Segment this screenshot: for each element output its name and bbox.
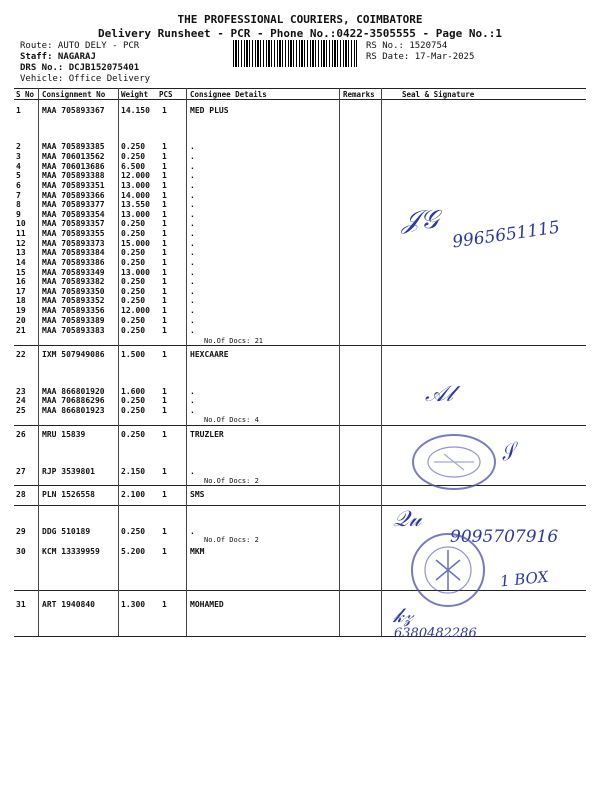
cell-pcs: 1 [162,258,167,267]
cell-consignee: . [190,467,195,476]
docs-count: No.Of Docs: 21 [204,337,264,345]
cell-pcs: 1 [162,191,167,200]
cell-consignee: . [190,210,195,219]
docs-count: No.Of Docs: 2 [204,536,259,544]
cell-sno: 14 [16,258,26,267]
docs-count: No.Of Docs: 4 [204,416,259,424]
cell-pcs: 1 [162,142,167,151]
cell-consignee: . [190,306,195,315]
cell-wt: 0.250 [121,326,146,335]
cell-cno: MAA 705893385 [42,142,105,151]
cell-sno: 2 [16,142,21,151]
cell-consignee: . [190,181,195,190]
cell-pcs: 1 [162,326,167,335]
runsheet-title: Delivery Runsheet - PCR - Phone No.:0422-3505555 - Page No.:1 [98,27,502,40]
cell-consignee: HEXCAARE [190,350,229,359]
cell-cno: MAA 705893388 [42,171,105,180]
cell-wt: 15.000 [121,239,150,248]
cell-pcs: 1 [162,268,167,277]
col-consignee: Consignee Details [190,90,267,99]
cell-cno: MAA 706886296 [42,396,105,405]
cell-sno: 15 [16,268,26,277]
cell-wt: 1.500 [121,350,146,359]
rs-date-label: RS Date: 17-Mar-2025 [366,52,475,62]
cell-wt: 2.100 [121,490,146,499]
cell-wt: 1.300 [121,600,146,609]
cell-wt: 0.250 [121,142,146,151]
cell-wt: 13.000 [121,210,150,219]
cell-consignee: . [190,200,195,209]
cell-sno: 16 [16,277,26,286]
cell-cno: ART 1940840 [42,600,95,609]
col-weight: Weight [121,90,149,99]
cell-pcs: 1 [162,396,167,405]
cell-consignee: . [190,316,195,325]
group-separator [14,345,586,346]
cell-consignee: . [190,387,195,396]
cell-sno: 24 [16,396,26,405]
cell-consignee: . [190,191,195,200]
cell-pcs: 1 [162,239,167,248]
cell-consignee: . [190,287,195,296]
cell-cno: MAA 705893384 [42,248,105,257]
cell-pcs: 1 [162,316,167,325]
cell-cno: DDG 510189 [42,527,91,536]
drs-label: DRS No.: DCJB152075401 [20,63,140,73]
cell-wt: 0.250 [121,287,146,296]
cell-sno: 10 [16,219,26,228]
cell-pcs: 1 [162,277,167,286]
cell-wt: 2.150 [121,467,146,476]
cell-wt: 0.250 [121,430,146,439]
cell-pcs: 1 [162,200,167,209]
cell-wt: 5.200 [121,547,146,556]
col-sno: S No [16,90,35,99]
cell-cno: MAA 705893386 [42,258,105,267]
cell-sno: 22 [16,350,26,359]
cell-wt: 14.150 [121,106,150,115]
cell-consignee: . [190,171,195,180]
cell-wt: 0.250 [121,277,146,286]
cell-pcs: 1 [162,350,167,359]
cell-cno: MAA 705893355 [42,229,105,238]
cell-sno: 28 [16,490,26,499]
cell-cno: IXM 507949086 [42,350,105,359]
cell-wt: 6.500 [121,162,146,171]
route-label: Route: AUTO DELY - PCR [20,41,140,51]
cell-sno: 26 [16,430,26,439]
cell-consignee: . [190,152,195,161]
cell-sno: 9 [16,210,21,219]
cell-wt: 13.000 [121,181,150,190]
handwritten-phone-1: 9965651115 [451,217,562,253]
cell-pcs: 1 [162,210,167,219]
group-separator [14,505,586,506]
cell-pcs: 1 [162,306,167,315]
column-divider [381,88,382,636]
cell-cno: MAA 866801923 [42,406,105,415]
cell-cno: RJP 3539801 [42,467,95,476]
cell-sno: 13 [16,248,26,257]
rs-no-label: RS No.: 1520754 [366,41,448,51]
cell-sno: 4 [16,162,21,171]
cell-consignee: MED PLUS [190,106,229,115]
cell-cno: MAA 705893366 [42,191,105,200]
cell-sno: 6 [16,181,21,190]
cell-cno: MAA 705893350 [42,287,105,296]
cell-consignee: . [190,406,195,415]
cell-pcs: 1 [162,600,167,609]
cell-cno: MAA 705893367 [42,106,105,115]
cell-wt: 14.000 [121,191,150,200]
col-remarks: Remarks [343,90,375,99]
handwritten-box-note: 1 BOX [499,567,550,591]
cell-sno: 27 [16,467,26,476]
staff-label: Staff: NAGARAJ [20,52,96,62]
cell-cno: MAA 705893382 [42,277,105,286]
cell-sno: 29 [16,527,26,536]
table-header-border [14,99,586,100]
cell-consignee: . [190,239,195,248]
cell-pcs: 1 [162,162,167,171]
cell-consignee: . [190,268,195,277]
cell-wt: 0.250 [121,316,146,325]
cell-pcs: 1 [162,527,167,536]
cell-consignee: . [190,396,195,405]
column-divider [339,88,340,636]
cell-sno: 17 [16,287,26,296]
cell-cno: MAA 705893349 [42,268,105,277]
cell-pcs: 1 [162,219,167,228]
cell-sno: 30 [16,547,26,556]
company-title: THE PROFESSIONAL COURIERS, COIMBATORE [177,13,423,26]
cell-cno: MAA 705893356 [42,306,105,315]
column-divider [186,88,187,636]
cell-pcs: 1 [162,430,167,439]
cell-consignee: MKM [190,547,205,556]
cell-pcs: 1 [162,547,167,556]
cell-pcs: 1 [162,467,167,476]
cell-wt: 12.000 [121,306,150,315]
cell-pcs: 1 [162,387,167,396]
cell-consignee: . [190,229,195,238]
cell-wt: 13.550 [121,200,150,209]
cell-sno: 19 [16,306,26,315]
cell-pcs: 1 [162,171,167,180]
cell-cno: MAA 705893383 [42,326,105,335]
cell-sno: 23 [16,387,26,396]
cell-wt: 0.250 [121,152,146,161]
signature-2: 𝒜𝓁 [425,382,454,407]
cell-cno: MAA 706013562 [42,152,105,161]
cell-pcs: 1 [162,181,167,190]
company-stamp-2 [408,530,488,610]
cell-consignee: . [190,162,195,171]
cell-cno: MAA 705893373 [42,239,105,248]
signature-3: 𝒮 [496,438,520,466]
cell-cno: MAA 705893354 [42,210,105,219]
cell-sno: 5 [16,171,21,180]
signature-4: 𝒬𝓊 [393,507,422,532]
cell-cno: MRU 15839 [42,430,86,439]
cell-pcs: 1 [162,490,167,499]
cell-consignee: . [190,248,195,257]
cell-wt: 0.250 [121,406,146,415]
signature-5: 𝓀𝓏 [393,603,414,627]
vehicle-label: Vehicle: Office Delivery [20,74,151,84]
cell-consignee: . [190,219,195,228]
cell-sno: 18 [16,296,26,305]
cell-wt: 1.600 [121,387,146,396]
cell-wt: 0.250 [121,396,146,405]
cell-sno: 25 [16,406,26,415]
col-seal: Seal & Signature [402,90,475,99]
cell-pcs: 1 [162,229,167,238]
cell-cno: MAA 705893351 [42,181,105,190]
group-separator [14,636,586,637]
cell-consignee: SMS [190,490,205,499]
cell-pcs: 1 [162,152,167,161]
column-divider [38,88,39,636]
cell-sno: 20 [16,316,26,325]
cell-cno: MAA 705893389 [42,316,105,325]
signature-1: 𝒥𝒢 [402,205,439,235]
cell-sno: 21 [16,326,26,335]
group-separator [14,425,586,426]
cell-pcs: 1 [162,106,167,115]
cell-wt: 12.000 [121,171,150,180]
cell-sno: 12 [16,239,26,248]
cell-sno: 31 [16,600,26,609]
cell-sno: 8 [16,200,21,209]
cell-sno: 7 [16,191,21,200]
cell-pcs: 1 [162,287,167,296]
cell-wt: 0.250 [121,219,146,228]
cell-pcs: 1 [162,406,167,415]
cell-sno: 11 [16,229,26,238]
handwritten-phone-3: 6380482286 [394,626,477,641]
docs-count: No.Of Docs: 2 [204,477,259,485]
column-divider [118,88,119,636]
cell-consignee: . [190,326,195,335]
cell-sno: 1 [16,106,21,115]
cell-consignee: . [190,527,195,536]
cell-pcs: 1 [162,248,167,257]
cell-consignee: . [190,277,195,286]
col-pcs: PCS [159,90,173,99]
cell-wt: 0.250 [121,248,146,257]
cell-wt: 0.250 [121,229,146,238]
cell-cno: MAA 705893352 [42,296,105,305]
col-consignment: Consignment No [42,90,106,99]
barcode [233,40,357,67]
cell-wt: 0.250 [121,296,146,305]
cell-consignee: . [190,142,195,151]
cell-sno: 3 [16,152,21,161]
cell-wt: 0.250 [121,258,146,267]
cell-cno: MAA 706013686 [42,162,105,171]
cell-cno: MAA 705893377 [42,200,105,209]
table-top-border [14,88,586,89]
cell-consignee: MOHAMED [190,600,224,609]
cell-cno: MAA 705893357 [42,219,105,228]
cell-wt: 0.250 [121,527,146,536]
cell-consignee: . [190,296,195,305]
company-stamp-1 [410,432,502,492]
cell-cno: KCM 13339959 [42,547,100,556]
handwritten-phone-2: 9095707916 [450,527,559,547]
cell-pcs: 1 [162,296,167,305]
cell-cno: PLN 1526558 [42,490,95,499]
cell-consignee: TRUZLER [190,430,224,439]
cell-wt: 13.000 [121,268,150,277]
cell-cno: MAA 866801920 [42,387,105,396]
cell-consignee: . [190,258,195,267]
